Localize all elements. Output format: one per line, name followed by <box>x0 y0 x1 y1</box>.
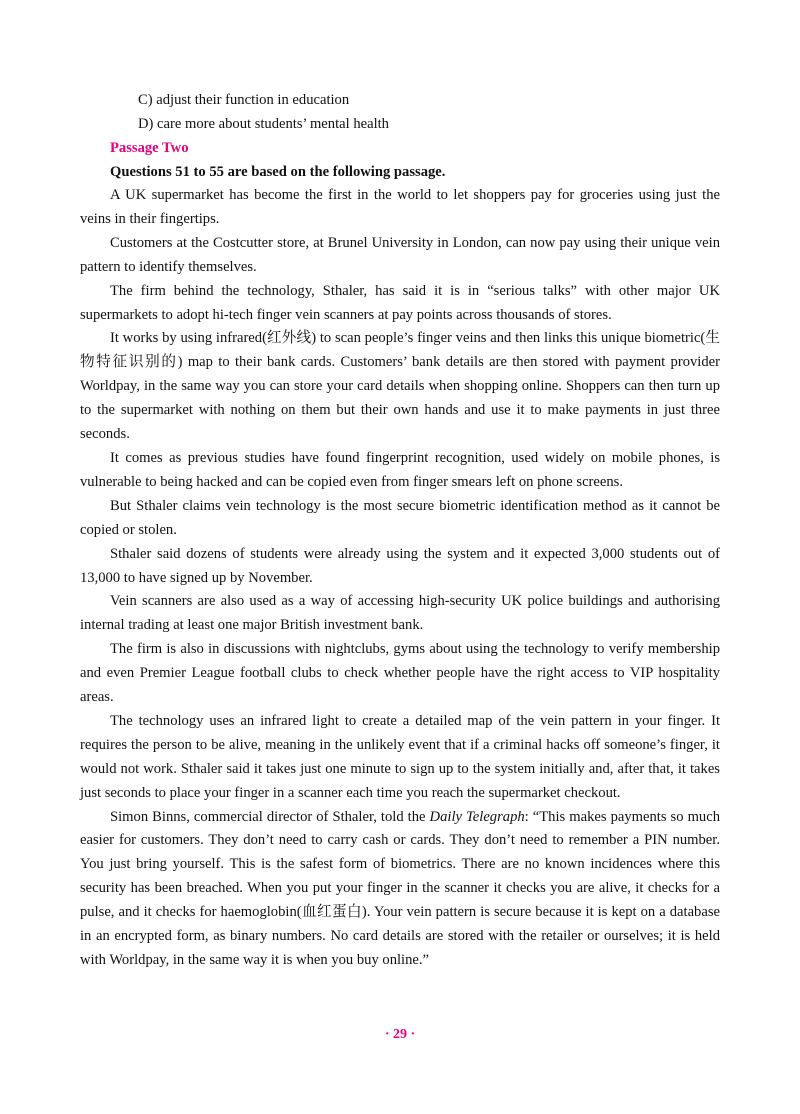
page-number: · 29 · <box>384 1027 416 1042</box>
publication-name: Daily Telegraph <box>429 808 525 825</box>
paragraph: The firm is also in discussions with nightclubs, gyms about using the technology to verify membership and even Premier League football clubs to check whether people have the right access to VIP hospitality areas. <box>80 641 720 706</box>
quote-text: : “This makes payments so much easier for customers. They don’t need to carry cash or cards. They don’t need to remember a PIN number. You just bring yourself. This is the safest form of biometrics. There are no known incidences where this security has been breached. When you put your finger in the scanner it checks you are alive, it checks for a pulse, and it checks for haemoglobin(血红蛋白). Your vein pattern is secure because it is kept on a database in an encrypted form, as binary numbers. No card details are stored with the retailer or ourselves; it is held with Worldpay, in the same way it is when you buy online.” <box>80 808 720 968</box>
quote-lead-in: Simon Binns, commercial director of Sthaler, told the <box>110 808 430 825</box>
paragraph: Sthaler said dozens of students were already using the system and it expected 3,000 students out of 13,000 to have signed up by November. <box>80 545 720 586</box>
paragraph: It comes as previous studies have found fingerprint recognition, used widely on mobile phones, is vulnerable to being hacked and can be copied even from finger smears left on phone screens. <box>80 449 720 490</box>
quote-paragraph <box>80 806 720 973</box>
paragraph: Customers at the Costcutter store, at Brunel University in London, can now pay using their unique vein pattern to identify themselves. <box>80 234 720 275</box>
question-instruction: Questions 51 to 55 are based on the following passage. <box>110 164 446 180</box>
paragraph: A UK supermarket has become the first in the world to let shoppers pay for groceries using just the veins in their fingertips. <box>80 187 720 227</box>
option-d: D) care more about students’ mental health <box>138 116 389 132</box>
option-c: C) adjust their function in education <box>138 92 350 108</box>
paragraph: The firm behind the technology, Sthaler, has said it is in “serious talks” with other major UK supermarkets to adopt hi-tech finger vein scanners at pay points across thousands of stores. <box>80 282 720 323</box>
paragraph: Vein scanners are also used as a way of accessing high-security UK police buildings and authorising internal trading at least one major British investment bank. <box>80 593 720 634</box>
page-content <box>80 88 720 973</box>
paragraph: It works by using infrared(红外线) to scan people’s finger veins and then links this unique biometric(生物特征识别的) map to their bank cards. Customers’ bank details are then stored with payment provider Worldpay, in the same way you can store your card details when shopping online. Shoppers can then turn up to the supermarket with nothing on them but their own hands and use it to make payments in just three seconds. <box>80 330 720 443</box>
paragraph: The technology uses an infrared light to create a detailed map of the vein pattern in your finger. It requires the person to be alive, meaning in the unlikely event that if a criminal hacks off someone’s finger, it would not work. Sthaler said it takes just one minute to sign up to the system initially and, after that, it takes just seconds to place your finger in a scanner each time you reach the supermarket checkout. <box>80 712 720 801</box>
section-title: Passage Two <box>110 140 189 156</box>
paragraph: But Sthaler claims vein technology is the most secure biometric identification method as it cannot be copied or stolen. <box>80 497 720 538</box>
